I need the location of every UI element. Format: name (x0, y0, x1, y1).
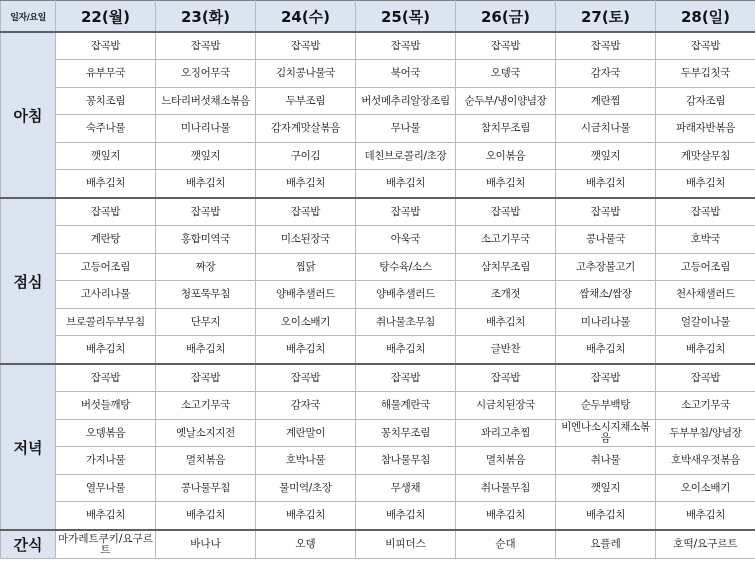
menu-item-text: 배추김치 (385, 177, 426, 189)
snack-label: 간식 (1, 530, 56, 559)
menu-cell (56, 309, 156, 336)
menu-item-text: 버섯메추리알장조림 (361, 94, 450, 107)
menu-cell (356, 281, 456, 309)
menu-cell (156, 143, 256, 170)
menu-cell (156, 88, 256, 115)
menu-item-text: 조개젓 (490, 288, 521, 300)
menu-cell (556, 170, 656, 199)
menu-item-text: 취나물초무침 (375, 315, 436, 328)
menu-cell (356, 170, 456, 199)
menu-item-text: 배추김치 (185, 509, 226, 521)
menu-item-text: 취나물 (590, 454, 621, 466)
menu-cell (256, 143, 356, 170)
menu-cell (556, 88, 656, 115)
menu-item-text: 브로콜리두부무침 (66, 315, 145, 328)
snack-item-text: 순대 (495, 538, 516, 550)
menu-item-text: 취나물무침 (480, 481, 531, 494)
menu-item-text: 오뎅국 (490, 67, 521, 79)
menu-cell (456, 88, 556, 115)
menu-item-text: 잡곡밥 (490, 371, 521, 384)
menu-cell (556, 60, 656, 88)
menu-item-text: 호박새우젓볶음 (671, 454, 740, 466)
meal-row (1, 475, 755, 502)
menu-cell (156, 60, 256, 88)
menu-item-text: 계란탕 (90, 233, 121, 245)
menu-item-text: 호박나물 (285, 454, 326, 466)
menu-cell (256, 420, 356, 447)
menu-item-text: 얼갈이나물 (680, 315, 731, 328)
menu-item-text: 물미역/초장 (279, 481, 332, 494)
menu-cell (356, 447, 456, 475)
menu-item-text: 미나리나물 (180, 122, 231, 134)
menu-item-text: 열무나물 (85, 481, 126, 494)
menu-item-text: 잡곡밥 (390, 371, 421, 384)
menu-item-text: 잡곡밥 (690, 39, 721, 52)
menu-cell (556, 281, 656, 309)
menu-item-text: 잡곡밥 (690, 205, 721, 218)
snack-cell (356, 530, 456, 559)
menu-cell (256, 170, 356, 199)
menu-cell (156, 281, 256, 309)
menu-item-text: 두부김칫국 (680, 67, 731, 79)
menu-cell (56, 392, 156, 420)
menu-cell (356, 420, 456, 447)
menu-item-text: 멸치볶음 (185, 454, 226, 466)
menu-item-text: 양배추샐러드 (375, 288, 436, 300)
menu-cell (456, 60, 556, 88)
menu-cell (456, 143, 556, 170)
menu-item-text: 숙주나물 (85, 122, 126, 134)
menu-item-text: 소고기무국 (680, 399, 731, 411)
menu-item-text: 계란찜 (590, 94, 621, 107)
menu-cell (456, 198, 556, 226)
menu-item-text: 고사리나물 (80, 288, 131, 300)
menu-cell (456, 420, 556, 447)
menu-item-text: 고등어조림 (680, 260, 731, 273)
meal-row (1, 115, 755, 143)
day-header: 23(화) (156, 1, 256, 33)
menu-item-text: 잡곡밥 (490, 39, 521, 52)
menu-item-text: 홍합미역국 (180, 233, 231, 245)
menu-cell (256, 115, 356, 143)
menu-cell (656, 364, 755, 392)
menu-item-text: 배추김치 (385, 343, 426, 355)
snack-cell (656, 530, 755, 559)
menu-cell (256, 32, 356, 60)
menu-cell (156, 32, 256, 60)
menu-cell (256, 336, 356, 365)
menu-item-text: 두부부침/양념장 (669, 426, 742, 439)
menu-cell (456, 32, 556, 60)
menu-cell (556, 32, 656, 60)
menu-cell (256, 475, 356, 502)
menu-cell (356, 226, 456, 254)
menu-cell (156, 115, 256, 143)
menu-cell (656, 198, 755, 226)
header-row (1, 1, 755, 33)
menu-cell (156, 170, 256, 199)
meal-label: 점심 (1, 198, 56, 364)
meal-row (1, 309, 755, 336)
menu-cell (656, 420, 755, 447)
menu-item-text: 깻잎지 (90, 149, 121, 162)
menu-item-text: 잡곡밥 (390, 205, 421, 218)
meal-row (1, 226, 755, 254)
menu-cell (656, 143, 755, 170)
menu-item-text: 깻잎지 (590, 149, 621, 162)
menu-item-text: 옛날소지지전 (175, 426, 236, 439)
menu-cell (556, 336, 656, 365)
menu-item-text: 잡곡밥 (590, 39, 621, 52)
menu-cell (256, 364, 356, 392)
menu-item-text: 잡곡밥 (290, 371, 321, 384)
menu-cell (56, 115, 156, 143)
menu-item-text: 양배추샐러드 (275, 288, 336, 300)
snack-item-text: 비피더스 (385, 538, 426, 550)
menu-body (1, 32, 755, 559)
menu-item-text: 배추김치 (285, 343, 326, 355)
snack-row (1, 530, 755, 559)
menu-cell (356, 32, 456, 60)
snack-item-text: 바나나 (190, 538, 221, 550)
menu-item-text: 배추김치 (585, 509, 626, 521)
menu-item-text: 배추김치 (685, 509, 726, 521)
menu-cell (56, 143, 156, 170)
menu-item-text: 깻잎지 (190, 149, 221, 162)
menu-cell (156, 364, 256, 392)
menu-item-text: 쌈채소/쌈장 (579, 288, 632, 300)
menu-item-text: 파래자반볶음 (675, 122, 736, 134)
menu-item-text: 배추김치 (85, 343, 126, 355)
corner-label: 일자/요일 (1, 1, 56, 33)
menu-item-text: 미나리나물 (580, 315, 631, 328)
menu-item-text: 계란말이 (285, 426, 326, 439)
menu-cell (556, 309, 656, 336)
menu-cell (356, 475, 456, 502)
menu-cell (656, 88, 755, 115)
menu-cell (156, 420, 256, 447)
meal-row (1, 281, 755, 309)
menu-item-text: 참나물무침 (380, 454, 431, 466)
menu-cell (656, 281, 755, 309)
menu-cell (356, 88, 456, 115)
menu-cell (156, 502, 256, 531)
menu-item-text: 찜닭 (295, 260, 316, 273)
snack-cell (156, 530, 256, 559)
snack-item-text: 호떡/요구르트 (673, 538, 738, 550)
menu-cell (256, 60, 356, 88)
menu-cell (556, 447, 656, 475)
menu-item-text: 김치콩나물국 (275, 67, 336, 79)
menu-item-text: 배추김치 (485, 177, 526, 189)
menu-item-text: 시금치나물 (580, 122, 631, 134)
menu-cell (156, 309, 256, 336)
menu-cell (56, 60, 156, 88)
menu-item-text: 잡곡밥 (390, 39, 421, 52)
menu-cell (356, 309, 456, 336)
snack-item-text: 마가레트쿠키/요구르트 (58, 532, 153, 556)
menu-cell (56, 254, 156, 281)
meal-row (1, 143, 755, 170)
menu-cell (656, 447, 755, 475)
menu-cell (256, 281, 356, 309)
menu-item-text: 해물계란국 (380, 399, 431, 411)
menu-item-text: 탕수육/소스 (379, 260, 432, 273)
menu-item-text: 오이볶음 (485, 149, 526, 162)
menu-item-text: 꽁치조림 (85, 94, 126, 107)
menu-cell (456, 170, 556, 199)
menu-item-text: 감자계맛살볶음 (271, 122, 340, 134)
menu-cell (556, 502, 656, 531)
menu-item-text: 구이김 (290, 149, 321, 162)
snack-cell (56, 530, 156, 559)
menu-item-text: 잡곡밥 (190, 371, 221, 384)
meal-row (1, 32, 755, 60)
menu-cell (656, 336, 755, 365)
meal-row (1, 364, 755, 392)
snack-cell (556, 530, 656, 559)
menu-item-text: 콩나물무침 (180, 481, 231, 494)
menu-cell (56, 364, 156, 392)
menu-item-text: 아욱국 (390, 233, 421, 245)
menu-item-text: 소고기무국 (180, 399, 231, 411)
meal-row (1, 254, 755, 281)
menu-item-text: 배추김치 (485, 509, 526, 521)
menu-cell (456, 336, 556, 365)
menu-cell (656, 475, 755, 502)
menu-item-text: 잡곡밥 (190, 39, 221, 52)
menu-item-text: 배추김치 (385, 509, 426, 521)
menu-cell (356, 502, 456, 531)
menu-cell (356, 336, 456, 365)
menu-cell (656, 170, 755, 199)
meal-row (1, 198, 755, 226)
menu-item-text: 순두부/냉이양념장 (464, 94, 547, 107)
menu-cell (456, 475, 556, 502)
menu-cell (456, 281, 556, 309)
menu-item-text: 잡곡밥 (590, 205, 621, 218)
menu-cell (656, 60, 755, 88)
day-header: 25(목) (356, 1, 456, 33)
menu-item-text: 잡곡밥 (90, 371, 121, 384)
menu-cell (256, 447, 356, 475)
meal-row (1, 392, 755, 420)
menu-cell (156, 447, 256, 475)
day-header: 27(토) (556, 1, 656, 33)
menu-cell (356, 143, 456, 170)
menu-item-text: 순두부백탕 (580, 399, 631, 411)
menu-cell (556, 226, 656, 254)
menu-cell (156, 226, 256, 254)
menu-cell (356, 198, 456, 226)
menu-cell (456, 502, 556, 531)
menu-item-text: 배추김치 (185, 177, 226, 189)
meal-label: 저녁 (1, 364, 56, 530)
snack-cell (256, 530, 356, 559)
menu-item-text: 버섯들깨탕 (80, 399, 131, 411)
menu-item-text: 배추김치 (285, 509, 326, 521)
menu-item-text: 오뎅볶음 (85, 426, 126, 439)
menu-cell (56, 447, 156, 475)
meal-label: 아침 (1, 32, 56, 198)
menu-item-text: 배추김치 (685, 343, 726, 355)
menu-item-text: 삼치무조림 (480, 260, 531, 273)
menu-cell (256, 254, 356, 281)
menu-cell (456, 226, 556, 254)
menu-cell (356, 115, 456, 143)
menu-cell (56, 32, 156, 60)
menu-item-text: 짜장 (195, 260, 216, 273)
snack-item-text: 요플레 (590, 538, 621, 550)
menu-item-text: 배추김치 (485, 315, 526, 328)
menu-item-text: 감자국 (290, 399, 321, 411)
menu-cell (256, 392, 356, 420)
menu-cell (456, 392, 556, 420)
menu-cell (356, 364, 456, 392)
menu-cell (556, 115, 656, 143)
snack-cell (456, 530, 556, 559)
menu-item-text: 잡곡밥 (590, 371, 621, 384)
menu-item-text: 가지나물 (85, 454, 126, 466)
menu-cell (356, 60, 456, 88)
menu-item-text: 배추김치 (285, 177, 326, 189)
menu-item-text: 참치무조림 (480, 122, 531, 134)
menu-item-text: 감자조림 (685, 94, 726, 107)
menu-cell (656, 502, 755, 531)
menu-cell (156, 336, 256, 365)
menu-item-text: 배추김치 (85, 509, 126, 521)
menu-item-text: 콩나물국 (585, 233, 626, 245)
menu-cell (456, 254, 556, 281)
menu-cell (556, 392, 656, 420)
meal-row (1, 420, 755, 447)
menu-item-text: 배추김치 (685, 177, 726, 189)
menu-item-text: 잡곡밥 (490, 205, 521, 218)
menu-item-text: 데친브로콜리/초장 (364, 149, 447, 162)
snack-item-text: 오뎅 (295, 538, 316, 550)
menu-item-text: 감자국 (590, 67, 621, 79)
menu-item-text: 두부조림 (285, 94, 326, 107)
menu-cell (156, 392, 256, 420)
menu-item-text: 무생채 (390, 481, 421, 494)
menu-item-text: 잡곡밥 (190, 205, 221, 218)
menu-cell (656, 392, 755, 420)
menu-item-text: 잡곡밥 (90, 205, 121, 218)
menu-cell (656, 309, 755, 336)
menu-cell (56, 475, 156, 502)
menu-item-text: 청포묵무침 (180, 288, 231, 300)
menu-item-text: 시금치된장국 (475, 399, 536, 411)
menu-cell (356, 392, 456, 420)
menu-item-text: 고추장불고기 (575, 260, 636, 273)
menu-item-text: 배추김치 (185, 343, 226, 355)
meal-row (1, 502, 755, 531)
menu-item-text: 깻잎지 (590, 481, 621, 494)
menu-cell (556, 420, 656, 447)
menu-item-text: 유부무국 (85, 67, 126, 79)
menu-cell (156, 254, 256, 281)
menu-item-text: 소고기무국 (480, 233, 531, 245)
meal-row (1, 60, 755, 88)
menu-cell (256, 502, 356, 531)
menu-cell (656, 226, 755, 254)
menu-cell (556, 475, 656, 502)
menu-item-text: 게맛살무침 (680, 149, 731, 162)
menu-cell (256, 226, 356, 254)
menu-cell (256, 88, 356, 115)
menu-cell (356, 254, 456, 281)
menu-item-text: 미소된장국 (280, 233, 331, 245)
menu-item-text: 무나물 (390, 122, 421, 134)
menu-item-text: 비엔나소시지채소볶음 (561, 421, 650, 444)
meal-row (1, 336, 755, 365)
menu-cell (56, 420, 156, 447)
menu-cell (656, 115, 755, 143)
menu-item-text: 북어국 (390, 67, 421, 79)
menu-cell (56, 502, 156, 531)
menu-cell (156, 198, 256, 226)
menu-item-text: 잡곡밥 (690, 371, 721, 384)
day-header: 22(월) (56, 1, 156, 33)
menu-cell (556, 254, 656, 281)
menu-cell (456, 115, 556, 143)
menu-cell (456, 309, 556, 336)
menu-item-text: 오이소배기 (680, 481, 731, 494)
menu-item-text: 잡곡밥 (290, 205, 321, 218)
menu-item-text: 오이소배기 (280, 315, 331, 328)
day-header: 24(수) (256, 1, 356, 33)
menu-cell (56, 88, 156, 115)
menu-item-text: 잡곡밥 (290, 39, 321, 52)
menu-cell (56, 226, 156, 254)
menu-cell (456, 364, 556, 392)
menu-cell (56, 198, 156, 226)
meal-row (1, 170, 755, 199)
menu-cell (456, 447, 556, 475)
menu-cell (256, 309, 356, 336)
menu-item-text: 천사채샐러드 (675, 288, 736, 300)
menu-cell (56, 336, 156, 365)
menu-item-text: 배추김치 (85, 177, 126, 189)
menu-cell (56, 170, 156, 199)
day-header: 26(금) (456, 1, 556, 33)
day-header: 28(일) (656, 1, 755, 33)
menu-cell (656, 32, 755, 60)
menu-item-text: 꽈리고추찜 (480, 426, 531, 439)
menu-item-text: 오징어무국 (180, 67, 231, 79)
menu-cell (156, 475, 256, 502)
menu-item-text: 멸치볶음 (485, 454, 526, 466)
menu-cell (656, 254, 755, 281)
menu-cell (556, 198, 656, 226)
menu-item-text: 배추김치 (585, 177, 626, 189)
menu-item-text: 느타리버섯채소볶음 (161, 94, 250, 107)
menu-item-text: 잡곡밥 (90, 39, 121, 52)
menu-cell (256, 198, 356, 226)
menu-item-text: 배추김치 (585, 343, 626, 355)
menu-item-text: 글반찬 (490, 343, 521, 355)
menu-cell (556, 364, 656, 392)
meal-row (1, 447, 755, 475)
menu-item-text: 단무지 (190, 315, 221, 328)
menu-cell (56, 281, 156, 309)
meal-row (1, 88, 755, 115)
menu-item-text: 꽁치무조림 (380, 426, 431, 439)
menu-item-text: 호박국 (690, 233, 721, 245)
menu-item-text: 고등어조림 (80, 260, 131, 273)
menu-cell (556, 143, 656, 170)
